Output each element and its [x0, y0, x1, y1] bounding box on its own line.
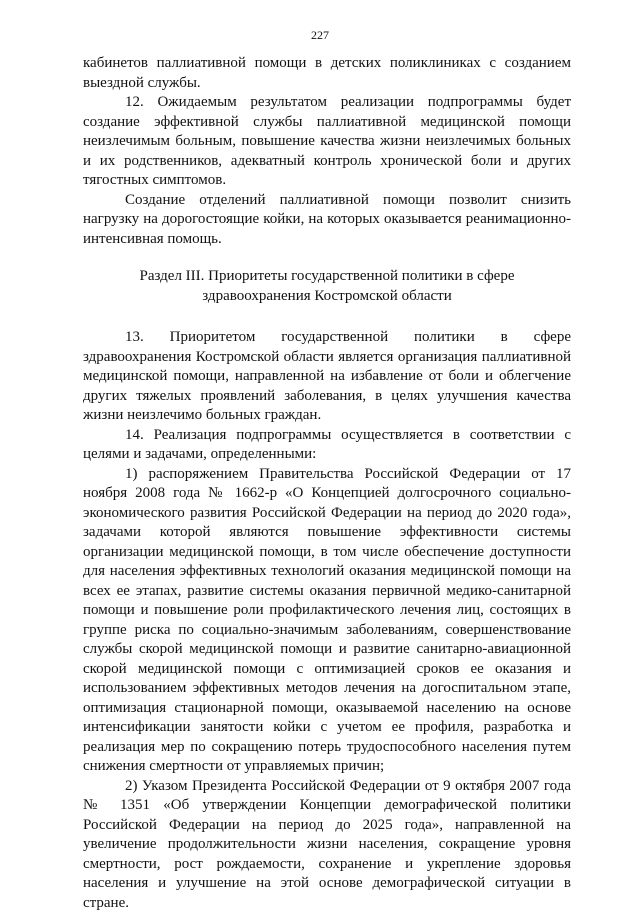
document-body — [83, 54, 571, 913]
paragraph-12: 12. Ожидаемым результатом реализации подпрограммы будет создание эффективной службы паллиативной медицинской помощи неизлечимым больным, повышение качества жизни неизлечимых больных и их родственников, адекватный контроль хронической боли и других тягостных симптомов. — [83, 93, 571, 191]
paragraph-departments: Создание отделений паллиативной помощи позволит снизить нагрузку на дорогостоящие койки, на которых оказывается реанимационно-интенсивная помощь. — [83, 191, 571, 250]
page-number: 227 — [0, 28, 640, 43]
paragraph-14: 14. Реализация подпрограммы осуществляется в соответствии с целями и задачами, определенными: — [83, 426, 571, 465]
section-heading — [83, 267, 571, 306]
paragraph-continued: кабинетов паллиативной помощи в детских поликлиниках с созданием выездной службы. — [83, 54, 571, 93]
section-heading-line-1: Раздел III. Приоритеты государственной политики в сфере — [83, 267, 571, 287]
paragraph-13: 13. Приоритетом государственной политики в сфере здравоохранения Костромской области является организация паллиативной медицинской помощи, направленной на избавление от боли и облегчение других тяжелых проявлений заболевания, в целях улучшения качества жизни неизлечимо больных граждан. — [83, 328, 571, 426]
list-item-1: 1) распоряжением Правительства Российской Федерации от 17 ноября 2008 года № 1662-р «О Концепцией долгосрочного социально-экономического развития Российской Федерации на период до 2020 года», задачами которой являются повышение эффективности системы организации медицинской помощи, в том числе обеспечение доступности для населения эффективных технологий оказания медицинской помощи на всех ее этапах, развитие системы оказания первичной медико-санитарной помощи и повышение роли профилактического лечения лиц, состоящих в группе риска по социально-значимым заболеваниям, совершенствование службы скорой медицинской помощи и развитие санитарно-авиационной скорой медицинской помощи с оптимизацией сроков ее оказания и использованием эффективных методов лечения на догоспитальном этапе, оптимизация стационарной помощи, оказываемой населению на основе интенсификации занятости койки с учетом ее профиля, разработка и реализация мер по сокращению потерь трудоспособного населения путем снижения смертности от управляемых причин; — [83, 465, 571, 777]
section-heading-line-2: здравоохранения Костромской области — [83, 287, 571, 307]
list-item-2: 2) Указом Президента Российской Федерации от 9 октября 2007 года № 1351 «Об утверждении Концепции демографической политики Российской Федерации на период до 2025 года», направленной на увеличение продолжительности жизни населения, сокращение уровня смертности, рост рождаемости, сохранение и укрепление здоровья населения и улучшение на этой основе демографической ситуации в стране. — [83, 777, 571, 913]
